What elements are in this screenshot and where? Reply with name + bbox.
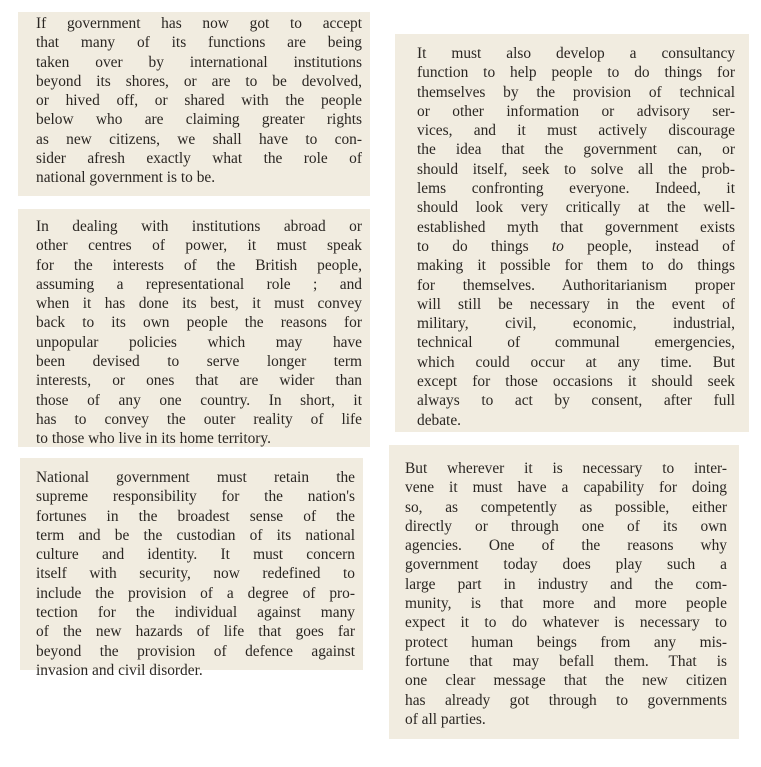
emphasis-to: to xyxy=(551,237,564,255)
text-line: other centres of power, it must speak xyxy=(36,237,362,255)
text-line: should itself, seek to solve all the prob- xyxy=(417,160,735,178)
text-line: supreme responsibility for the nation's xyxy=(36,488,355,506)
text-line: culture and identity. It must concern xyxy=(36,546,355,564)
text-line: unpopular policies which may have xyxy=(36,333,362,351)
text-line: interests, or ones that are wider than xyxy=(36,372,362,390)
text-line: those of any one country. In short, it xyxy=(36,391,362,409)
text-line: vene it must have a capability for doing xyxy=(405,479,727,497)
text-line: taken over by international institutions xyxy=(36,53,362,71)
text-line: include the provision of a degree of pro- xyxy=(36,584,355,602)
text-line: for the interests of the British people, xyxy=(36,256,362,274)
text-line: as new citizens, we shall have to con- xyxy=(36,130,362,148)
text-line: sider afresh exactly what the role of xyxy=(36,150,362,168)
text-line: agencies. One of the reasons why xyxy=(405,537,727,555)
text-line: so, as competently as possible, either xyxy=(405,498,727,516)
text-line: It must also develop a consultancy xyxy=(417,45,735,62)
text-line: which could occur at any time. But xyxy=(417,353,735,371)
clipping-consultancy-function xyxy=(395,34,749,432)
text-line: of all parties. xyxy=(405,710,486,728)
text-line: below who are claiming greater rights xyxy=(36,111,362,129)
text-line: munity, is that more and more people xyxy=(405,595,727,613)
text-line: invasion and civil disorder. xyxy=(36,661,203,679)
text-line: to those who live in its home territory. xyxy=(36,430,271,448)
text-line: directly or through one of its own xyxy=(405,517,727,535)
text-line: large part in industry and the com- xyxy=(405,575,727,593)
text-line: will still be necessary in the event of xyxy=(417,295,735,313)
clipping-accept-role xyxy=(18,12,370,196)
text-line: But wherever it is necessary to inter- xyxy=(405,460,727,477)
text-line: lems confronting everyone. Indeed, it xyxy=(417,180,735,198)
text-line: for themselves. Authoritarianism proper xyxy=(417,276,735,294)
text-line: vices, and it must actively discourage xyxy=(417,122,735,140)
text-line: has already got through to governments xyxy=(405,691,727,709)
text-line: tection for the individual against many xyxy=(36,604,355,622)
text-line: been devised to serve longer term xyxy=(36,353,362,371)
text-line: function to help people to do things for xyxy=(417,64,735,82)
text-line: fortunes in the broadest sense of the xyxy=(36,507,355,525)
clipping-national-government xyxy=(20,458,363,679)
text-line: fortune that may befall them. That is xyxy=(405,652,727,670)
text-line: of the new hazards of life that goes far xyxy=(36,623,355,641)
text-line: back to its own people the reasons for xyxy=(36,314,362,332)
text-line: has to convey the outer reality of life xyxy=(36,410,362,428)
clipping-institutions-abroad xyxy=(18,209,370,447)
text-line: established myth that government exists xyxy=(417,218,735,236)
text-line: technical of communal emergencies, xyxy=(417,334,735,352)
text-line: protect human beings from any mis- xyxy=(405,633,727,651)
text-line: that many of its functions are being xyxy=(36,34,362,52)
text-line: always to act by consent, after full xyxy=(417,392,735,410)
text-line: or other information or advisory ser- xyxy=(417,102,735,120)
text-line: or hived off, or shared with the people xyxy=(36,92,362,110)
text-line: government today does play such a xyxy=(405,556,727,574)
text-line: one clear message that the new citizen xyxy=(405,672,727,690)
text-line: the idea that the government can, or xyxy=(417,141,735,159)
text-line: itself with security, now redefined to xyxy=(36,565,355,583)
text-line: to do things to people, instead of xyxy=(417,237,735,255)
text-line: when it has done its best, it must convey xyxy=(36,295,362,313)
text-line: term and be the custodian of its national xyxy=(36,526,355,544)
text-line: If government has now got to accept xyxy=(36,15,362,32)
text-line: expect it to do whatever is necessary to xyxy=(405,614,727,632)
text-line: National government must retain the xyxy=(36,469,355,486)
text-line: except for those occasions it should seek xyxy=(417,373,735,391)
text-line: assuming a representational role ; and xyxy=(36,275,362,293)
text-line: making it possible for them to do things xyxy=(417,257,735,275)
text-line: debate. xyxy=(417,411,462,429)
text-line: beyond the provision of defence against xyxy=(36,642,355,660)
text-line: should look very critically at the well- xyxy=(417,199,735,217)
text-line: In dealing with institutions abroad or xyxy=(36,218,362,235)
text-line: themselves by the provision of technical xyxy=(417,83,735,101)
text-line: national government is to be. xyxy=(36,169,216,187)
text-line: military, civil, economic, industrial, xyxy=(417,315,735,333)
clipping-capability-to-intervene xyxy=(389,445,739,739)
text-line: beyond its shores, or are to be devolved, xyxy=(36,72,362,90)
